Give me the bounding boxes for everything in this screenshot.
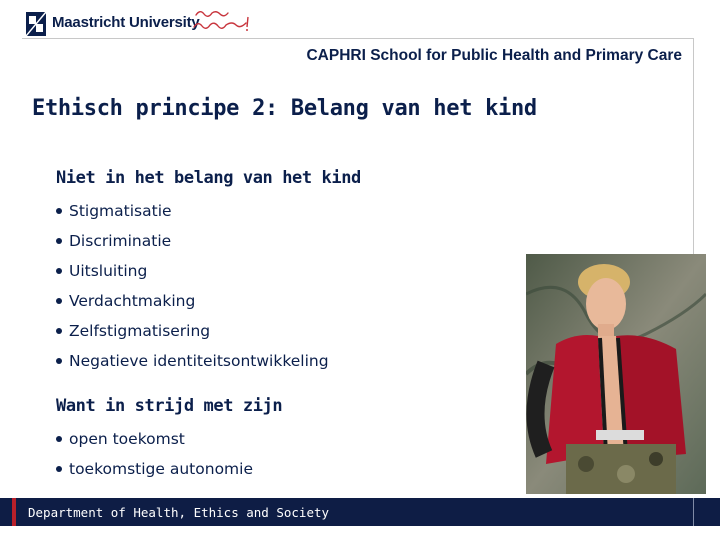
bullet-icon [56, 358, 62, 364]
university-logo-icon [26, 12, 46, 36]
bullet-icon [56, 298, 62, 304]
bullet-icon [56, 268, 62, 274]
boy-photo [526, 254, 706, 494]
bullet-icon [56, 208, 62, 214]
list-item: open toekomst [56, 430, 185, 448]
section2-heading: Want in strijd met zijn [56, 396, 283, 416]
photo-illustration [526, 254, 706, 494]
bullet-icon [56, 328, 62, 334]
bullet-icon [56, 436, 62, 442]
list-item: toekomstige autonomie [56, 460, 253, 478]
list-item: Stigmatisatie [56, 202, 172, 220]
list-item: Discriminatie [56, 232, 171, 250]
footer-text: Department of Health, Ethics and Society [28, 505, 330, 520]
section1-heading: Niet in het belang van het kind [56, 168, 361, 188]
tagline-logo [192, 5, 252, 35]
university-name: Maastricht University [52, 14, 200, 31]
bullet-icon [56, 238, 62, 244]
list-item: Uitsluiting [56, 262, 147, 280]
header-divider [22, 38, 694, 39]
list-item: Negatieve identiteitsontwikkeling [56, 352, 329, 370]
school-name: CAPHRI School for Public Health and Primary Care [306, 47, 682, 64]
list-item: Zelfstigmatisering [56, 322, 210, 340]
footer-divider [693, 498, 694, 526]
slide-title: Ethisch principe 2: Belang van het kind [32, 96, 537, 121]
right-divider [693, 38, 694, 268]
bullet-icon [56, 466, 62, 472]
footer-accent [12, 498, 16, 526]
list-item: Verdachtmaking [56, 292, 195, 310]
